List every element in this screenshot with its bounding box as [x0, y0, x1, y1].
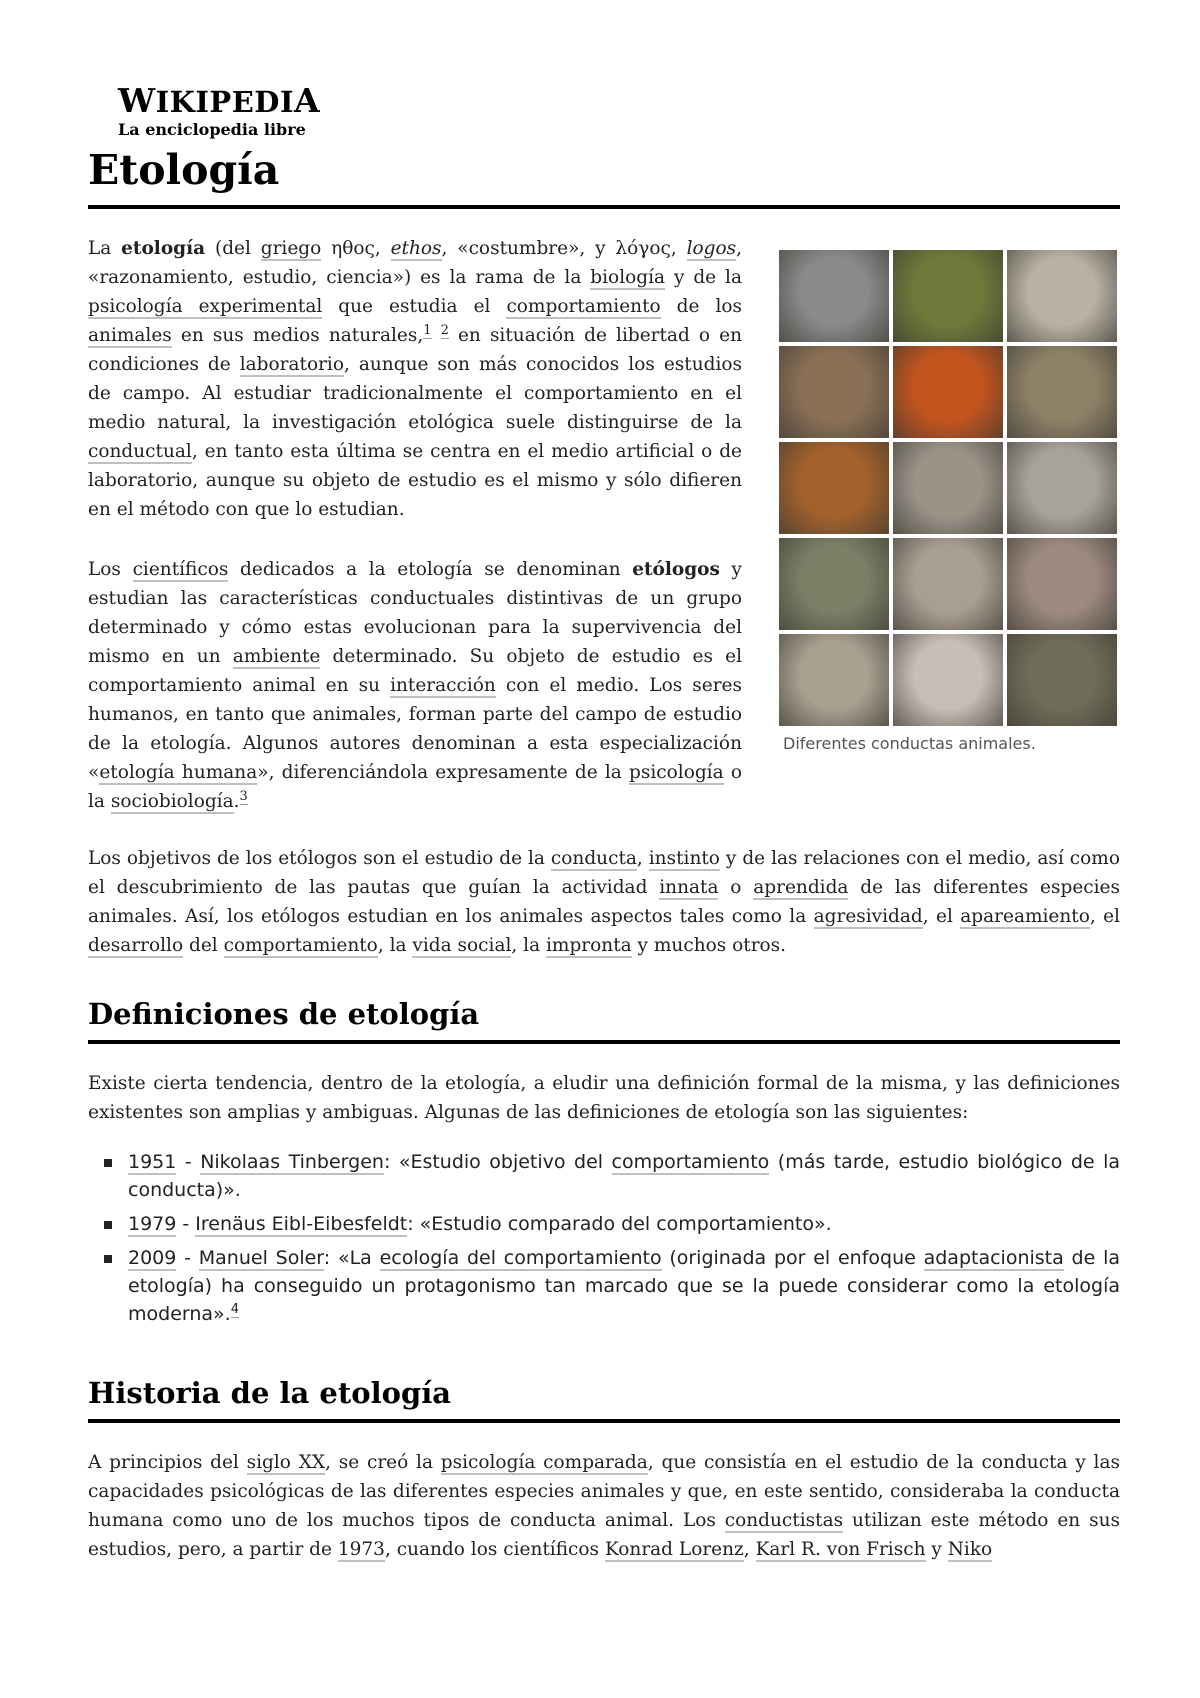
wikipedia-logo[interactable]: [118, 81, 321, 139]
wiki-link[interactable]: biología: [590, 267, 666, 288]
wiki-link[interactable]: sociobiología: [110, 791, 234, 812]
intro-paragraph-3: [88, 844, 1120, 960]
text-run: , la: [511, 935, 546, 956]
text-run: ,: [743, 1539, 756, 1560]
text-run: etología: [121, 238, 206, 259]
wiki-link[interactable]: siglo XX: [246, 1452, 326, 1473]
text-run: .: [233, 791, 240, 812]
text-run: Los: [88, 559, 133, 580]
text-run: [432, 325, 441, 346]
wiki-link[interactable]: conductistas: [724, 1510, 844, 1531]
logo-tagline: La enciclopedia libre: [118, 120, 306, 139]
animal-photo-tile: [779, 634, 889, 726]
definition-item: [88, 1148, 1120, 1204]
animal-photo-tile: [779, 346, 889, 438]
text-run: (más tarde, estudio biológico de la conducta)».: [128, 1151, 1120, 1201]
animal-photo-tile: [1007, 346, 1117, 438]
wiki-link[interactable]: psicología: [629, 762, 724, 783]
text-run: o: [718, 877, 754, 898]
intro-paragraph-1: [88, 234, 742, 524]
text-run: dedicados a la etología se denominan: [228, 559, 633, 580]
section-heading-historia: Historia de la etología: [88, 1376, 452, 1410]
wiki-link[interactable]: animales: [88, 325, 172, 346]
text-run: utilizan este método en sus estudios, pero, a partir de: [88, 1510, 1120, 1560]
wiki-link[interactable]: interacción: [390, 675, 496, 696]
text-run: , el: [1089, 906, 1120, 927]
animal-behaviour-figure: [779, 250, 1120, 753]
text-run: y: [925, 1539, 948, 1560]
text-run: , la: [377, 935, 413, 956]
wiki-link[interactable]: laboratorio: [239, 354, 344, 375]
text-run: , el: [922, 906, 961, 927]
text-run: , se creó la: [325, 1452, 441, 1473]
wiki-link[interactable]: Karl R. von Frisch: [755, 1539, 926, 1560]
definiciones-intro: [88, 1069, 1120, 1127]
wiki-link[interactable]: psicología experimental: [88, 296, 323, 317]
wiki-link[interactable]: psicología comparada: [440, 1452, 648, 1473]
definitions-list: [88, 1148, 1120, 1334]
text-run: , aunque son más conocidos los estudios de campo. Al estudiar tradicionalmente el comportamiento en el medio natural, la investigación etológica suele distinguirse de la: [88, 354, 742, 433]
text-run: etólogos: [632, 559, 720, 580]
animal-photo-tile: [1007, 634, 1117, 726]
animal-photo-tile: [1007, 442, 1117, 534]
wiki-link[interactable]: comportamiento: [506, 296, 661, 317]
wiki-link[interactable]: Nikolaas Tinbergen: [200, 1151, 384, 1173]
text-run: : «Estudio comparado del comportamiento».: [407, 1213, 832, 1235]
wiki-link[interactable]: 1979: [128, 1213, 177, 1235]
wiki-link[interactable]: griego: [260, 238, 322, 259]
wiki-link[interactable]: comportamiento: [223, 935, 378, 956]
text-run: (del: [205, 238, 261, 259]
wiki-link[interactable]: Manuel Soler: [198, 1247, 324, 1269]
animal-photo-tile: [893, 250, 1003, 342]
wiki-link[interactable]: ecología del comportamiento: [379, 1247, 662, 1269]
text-run: : «Estudio objetivo del: [383, 1151, 612, 1173]
text-run: Los objetivos de los etólogos son el estudio de la: [88, 848, 551, 869]
text-run: -: [176, 1151, 201, 1173]
text-run: de los: [660, 296, 742, 317]
reference-link[interactable]: 3: [239, 788, 248, 804]
reference-link[interactable]: 1: [423, 322, 432, 338]
historia-paragraph-1: [88, 1448, 1120, 1564]
text-run: y de la: [665, 267, 742, 288]
wiki-link[interactable]: ethos: [390, 238, 442, 259]
text-run: , «razonamiento, estudio, ciencia») es la rama de la: [88, 238, 742, 288]
text-run: de las diferentes especies animales. Así, los etólogos estudian en los animales aspectos tales como la: [88, 877, 1120, 927]
page-title: Etología: [88, 146, 280, 194]
text-run: A principios del: [88, 1452, 247, 1473]
text-run: , «costumbre», y λόγος,: [441, 238, 687, 259]
wiki-link[interactable]: 2009: [128, 1247, 177, 1269]
reference-link[interactable]: 2: [440, 322, 449, 338]
animal-photo-tile: [893, 538, 1003, 630]
text-run: y estudian las características conductuales distintivas de un grupo determinado y cómo estas evolucionan para la supervivencia del mismo en un: [88, 559, 742, 667]
animal-photo-tile: [1007, 538, 1117, 630]
image-grid[interactable]: [779, 250, 1120, 726]
text-run: con el medio. Los seres humanos, en tanto que animales, forman parte del campo de estudio de la etología. Algunos autores denominan a esta especialización «: [88, 675, 742, 783]
wiki-link[interactable]: comportamiento: [611, 1151, 770, 1173]
wiki-link[interactable]: conducta: [550, 848, 637, 869]
animal-photo-tile: [893, 634, 1003, 726]
title-rule: [88, 205, 1120, 209]
text-run: y de las relaciones con el medio, así como el descubrimiento de las pautas que guían la actividad: [88, 848, 1120, 898]
animal-photo-tile: [893, 442, 1003, 534]
text-run: », diferenciándola expresamente de la: [257, 762, 630, 783]
wiki-link[interactable]: instinto: [648, 848, 720, 869]
wiki-link[interactable]: apareamiento: [960, 906, 1090, 927]
text-run: y muchos otros.: [631, 935, 787, 956]
reference-link[interactable]: 4: [230, 1301, 239, 1317]
wiki-link[interactable]: Konrad Lorenz: [604, 1539, 744, 1560]
wiki-link[interactable]: ambiente: [232, 646, 321, 667]
text-run: del: [183, 935, 224, 956]
animal-photo-tile: [779, 250, 889, 342]
text-run: que estudia el: [322, 296, 507, 317]
definition-item: [88, 1210, 1120, 1238]
text-run: La: [88, 238, 122, 259]
logo-wordmark: WIKIPEDIA: [118, 81, 321, 120]
text-run: , en tanto esta última se centra en el medio artificial o de laboratorio, aunque su objeto de estudio es el mismo y sólo difieren en el método con que lo estudian.: [88, 441, 742, 520]
wiki-link[interactable]: 1951: [128, 1151, 177, 1173]
wiki-link[interactable]: aprendida: [753, 877, 849, 898]
wiki-link[interactable]: vida social: [412, 935, 512, 956]
text-run: Existe cierta tendencia, dentro de la etología, a eludir una definición formal de la misma, y las definiciones existentes son amplias y ambiguas. Algunas de las definiciones de etología son las siguientes:: [88, 1073, 1120, 1123]
text-run: -: [176, 1247, 199, 1269]
animal-photo-tile: [779, 442, 889, 534]
wiki-link[interactable]: logos: [686, 238, 737, 259]
text-run: en sus medios naturales,: [171, 325, 424, 346]
wiki-link[interactable]: conductual: [88, 441, 192, 462]
figure-caption: Diferentes conductas animales.: [783, 734, 1036, 753]
wiki-link[interactable]: desarrollo: [88, 935, 184, 956]
wiki-link[interactable]: 1973: [337, 1539, 385, 1560]
animal-photo-tile: [779, 538, 889, 630]
definition-item: [88, 1244, 1120, 1328]
section-heading-definiciones: Definiciones de etología: [88, 997, 480, 1031]
wiki-link[interactable]: agresividad: [813, 906, 923, 927]
text-run: : «La: [323, 1247, 380, 1269]
section-rule-historia: [88, 1419, 1120, 1423]
text-run: ,: [636, 848, 649, 869]
section-rule-definiciones: [88, 1040, 1120, 1044]
wiki-link[interactable]: impronta: [546, 935, 632, 956]
text-run: ηθος,: [321, 238, 391, 259]
text-run: , cuando los científicos: [384, 1539, 605, 1560]
wiki-link[interactable]: Niko: [947, 1539, 993, 1560]
text-run: (originada por el enfoque: [661, 1247, 924, 1269]
text-run: en situación de libertad o en condiciones de: [88, 325, 742, 375]
wiki-link[interactable]: adaptacionista: [923, 1247, 1064, 1269]
wiki-link[interactable]: científicos: [132, 559, 229, 580]
intro-paragraph-2: [88, 555, 742, 816]
text-run: o la: [88, 762, 742, 812]
animal-photo-tile: [1007, 250, 1117, 342]
text-run: de la etología) ha conseguido un protagonismo tan marcado que se la puede considerar como la etología moderna».: [128, 1247, 1120, 1325]
text-run: , que consistía en el estudio de la conducta y las capacidades psicológicas de las diferentes especies animales y que, en este sentido, consideraba la conducta humana como uno de los muchos tipos de conducta animal. Los: [88, 1452, 1120, 1531]
text-run: -: [176, 1213, 196, 1235]
wiki-link[interactable]: etología humana: [99, 762, 258, 783]
text-run: determinado. Su objeto de estudio es el comportamiento animal en su: [88, 646, 743, 696]
animal-photo-tile: [893, 346, 1003, 438]
wiki-link[interactable]: Irenäus Eibl-Eibesfeldt: [195, 1213, 408, 1235]
wiki-link[interactable]: innata: [659, 877, 719, 898]
